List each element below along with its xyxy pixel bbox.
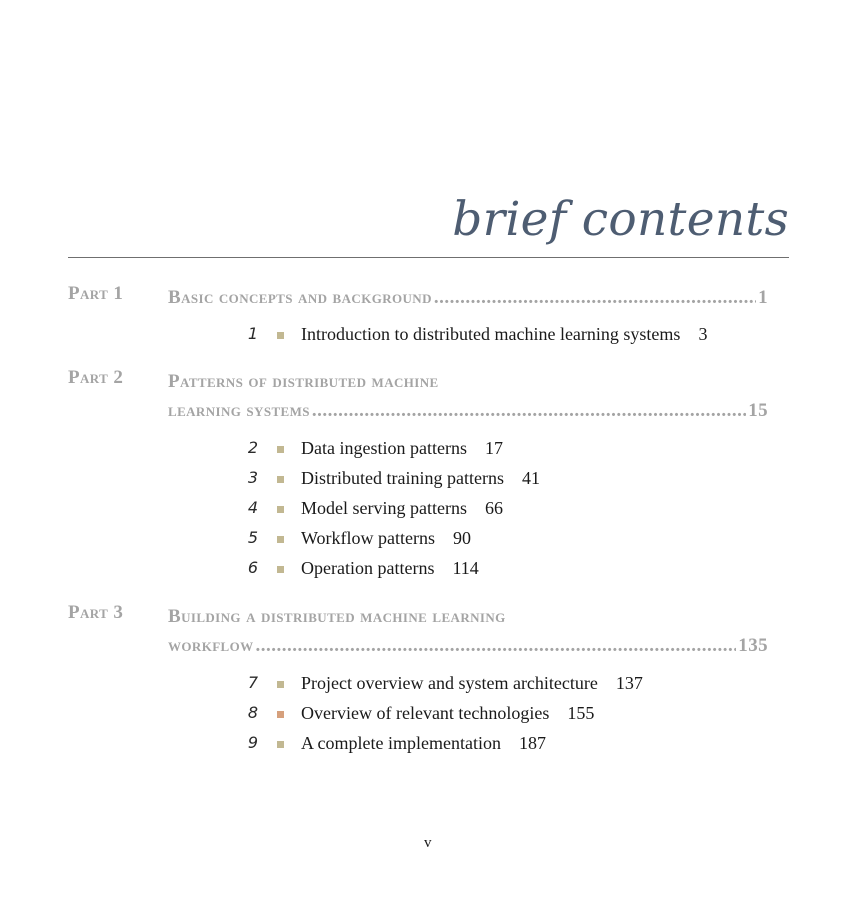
chapter-title: Overview of relevant technologies 155 (301, 703, 595, 723)
square-bullet-icon (277, 446, 284, 453)
chapter-page-number: 187 (518, 733, 546, 753)
part-title-line (168, 631, 768, 660)
chapter-title: Introduction to distributed machine learning systems 3 (301, 324, 708, 344)
part-page-number: 15 (748, 400, 768, 421)
chapter-page-number: 155 (567, 703, 595, 723)
chapter-page-number: 137 (615, 673, 643, 693)
chapter-number: 4 (247, 498, 258, 517)
square-bullet-icon (277, 711, 284, 718)
chapter-number: 2 (247, 438, 258, 457)
part-title-line: Building a distributed machine learning (168, 606, 506, 627)
square-bullet-icon (277, 681, 284, 688)
square-bullet-icon (277, 536, 284, 543)
part-page-number: 1 (758, 287, 768, 308)
part-label: Part 2 (68, 367, 124, 388)
chapter-number: 9 (247, 733, 258, 752)
part-title (168, 602, 768, 660)
chapter-title: Operation patterns 114 (301, 558, 479, 578)
square-bullet-icon (277, 506, 284, 513)
part-title-text: Basic concepts and background (168, 287, 432, 308)
square-bullet-icon (277, 741, 284, 748)
square-bullet-icon (277, 566, 284, 573)
part-title (168, 367, 768, 425)
chapter-page-number: 41 (521, 468, 540, 488)
chapter-page-number: 114 (452, 558, 479, 578)
part-label: Part 1 (68, 283, 124, 304)
chapter-title: Distributed training patterns 41 (301, 468, 540, 488)
page-folio: v (424, 835, 432, 851)
chapter-title: Model serving patterns 66 (301, 498, 503, 518)
chapter-number: 5 (247, 528, 258, 547)
dot-leader (256, 631, 737, 660)
chapter-title: Project overview and system architecture 137 (301, 673, 643, 693)
part-title (168, 283, 768, 312)
part-title-text: learning systems (168, 400, 310, 421)
chapter-number: 3 (247, 468, 258, 487)
chapter-page-number: 66 (484, 498, 503, 518)
chapter-number: 1 (247, 324, 258, 343)
part-title-line (168, 283, 768, 312)
dot-leader (312, 396, 746, 425)
page-title: brief contents (452, 192, 789, 247)
part-title-line: Patterns of distributed machine (168, 371, 439, 392)
part-page-number: 135 (738, 635, 768, 656)
part-label: Part 3 (68, 602, 124, 623)
chapter-page-number: 90 (453, 528, 472, 548)
square-bullet-icon (277, 332, 284, 339)
chapter-number: 8 (247, 703, 258, 722)
chapter-title: Data ingestion patterns 17 (301, 438, 503, 458)
title-rule (68, 257, 789, 258)
chapter-number: 6 (247, 558, 258, 577)
dot-leader (434, 283, 756, 312)
chapter-page-number: 3 (698, 324, 708, 344)
chapter-title: Workflow patterns 90 (301, 528, 472, 548)
chapter-title: A complete implementation 187 (301, 733, 546, 753)
part-title-text: workflow (168, 635, 254, 656)
square-bullet-icon (277, 476, 284, 483)
part-title-line (168, 396, 768, 425)
chapter-page-number: 17 (484, 438, 503, 458)
chapter-number: 7 (247, 673, 258, 692)
